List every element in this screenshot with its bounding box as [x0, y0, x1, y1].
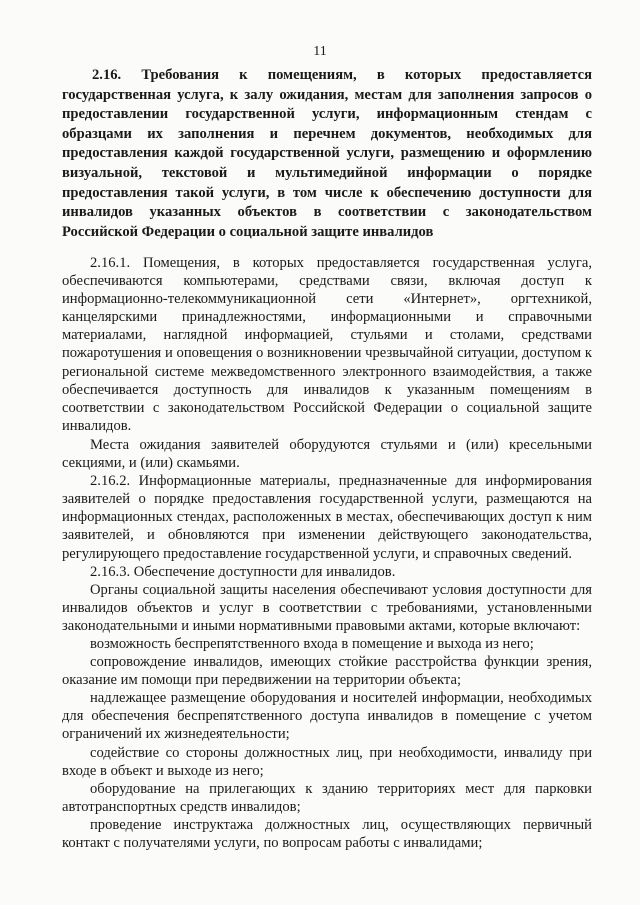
paragraph-accessibility-intro: Органы социальной защиты населения обеспечивают условия доступности для инвалидов объектов и услуг в соответствии с требованиями, установленными законодательными и иными нормативными правовыми актами, которые включают:	[62, 581, 592, 634]
paragraph-2-16-1: 2.16.1. Помещения, в которых предоставляется государственная услуга, обеспечиваются компьютерами, средствами связи, включая доступ к информационно-телекоммуникационной сети «Интернет», оргтехникой, канцелярскими принадлежностями, информационными и справочными материалами, наглядной информацией, стульями и столами, средствами пожаротушения и оповещения о возникновении чрезвычайной ситуации, доступом к региональной системе межведомственного электронного взаимодействия, а также обеспечивается доступность для инвалидов к указанным помещениям в соответствии с законодательством Российской Федерации о социальной защите инвалидов.	[62, 255, 592, 434]
document-body	[62, 254, 592, 852]
list-item-staff-assistance: содействие со стороны должностных лиц, при необходимости, инвалиду при входе в объект и выходе из него;	[62, 744, 592, 779]
page-number: 11	[313, 44, 327, 59]
list-item-parking: оборудование на прилегающих к зданию территориях мест для парковки автотранспортных средств инвалидов;	[62, 780, 592, 815]
paragraph-waiting-places: Места ожидания заявителей оборудуются стульями и (или) кресельными секциями, и (или) скамьями.	[62, 436, 592, 472]
paragraph-2-16-3: 2.16.3. Обеспечение доступности для инвалидов.	[90, 563, 396, 580]
list-item-staff-instruction: проведение инструктажа должностных лиц, осуществляющих первичный контакт с получателями услуги, по вопросам работы с инвалидами;	[62, 816, 592, 851]
paragraph-2-16-2: 2.16.2. Информационные материалы, предназначенные для информирования заявителей о порядке предоставления государственной услуги, размещаются на информационных стендах, расположенных в местах, обеспечивающих доступ к ним заявителей, и обновляются при изменении действующего законодательства, регулирующего предоставление государственной услуги, и справочных сведений.	[62, 473, 592, 562]
section-heading: 2.16. Требования к помещениям, в которых предоставляется государственная услуга, к залу ожидания, местам для заполнения запросов о предоставлении государственной услуги, информационным стендам с образцами их заполнения и перечнем документов, необходимых для предоставления каждой государственной услуги, размещению и оформлению визуальной, текстовой и мультимедийной информации о порядке предоставления такой услуги, в том числе к обеспечению доступности для инвалидов указанных объектов в соответствии с законодательством Российской Федерации о социальной защите инвалидов	[62, 67, 592, 240]
list-item-escort: сопровождение инвалидов, имеющих стойкие расстройства функции зрения, оказание им помощи при передвижении на территории объекта;	[62, 654, 592, 689]
list-item-entry-exit: возможность беспрепятственного входа в помещение и выхода из него;	[90, 635, 534, 652]
list-item-equipment-placement: надлежащее размещение оборудования и носителей информации, необходимых для обеспечения беспрепятственного доступа инвалидов в помещение с учетом ограничений их жизнедеятельности;	[62, 690, 592, 743]
